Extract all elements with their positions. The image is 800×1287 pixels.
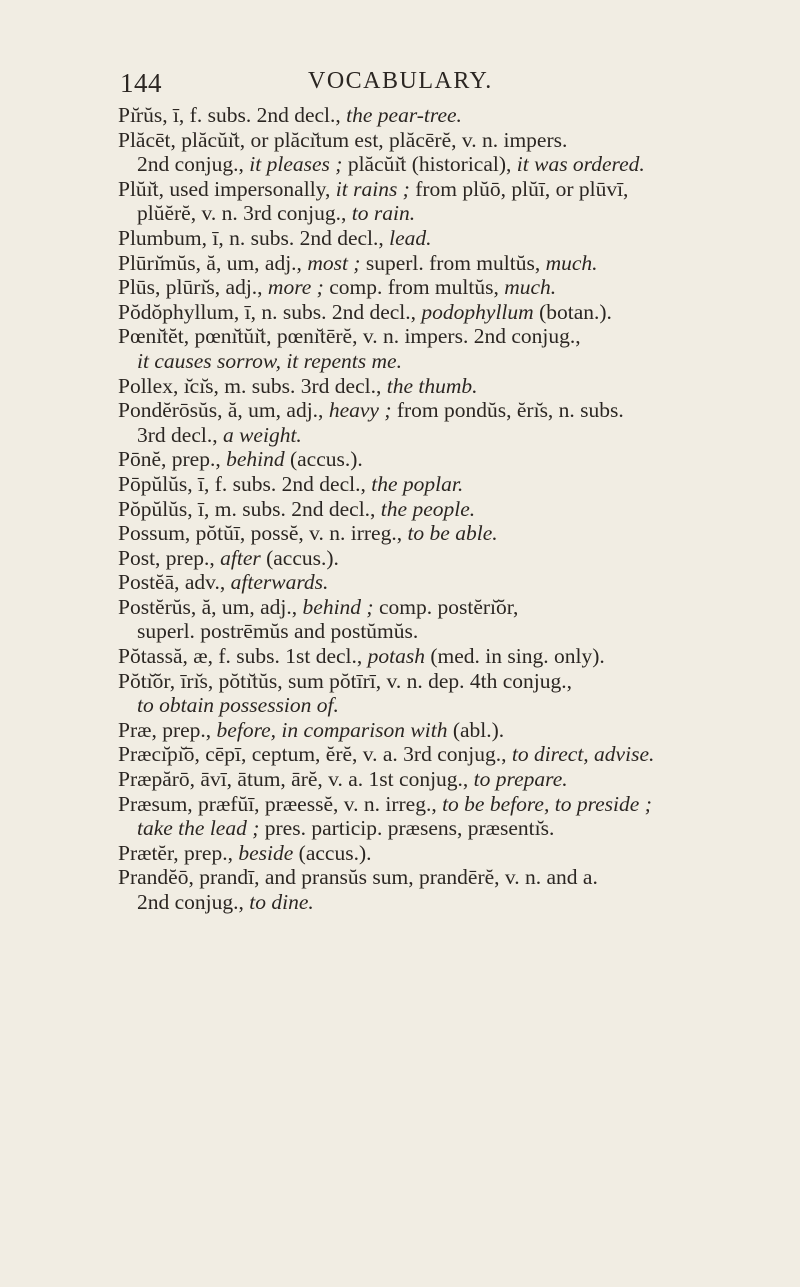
entry-text: (accus.).: [293, 840, 372, 865]
entry-text: pres. particip. præsens, præsentı̆s.: [259, 816, 555, 841]
entry-continuation-line: [118, 201, 758, 226]
entry-text: Pollex, ı̆cı̆s, m. subs. 3rd decl.,: [118, 373, 387, 398]
entry-definition: take the lead ;: [137, 816, 260, 841]
entry-line: [118, 324, 758, 349]
entry-text: (abl.).: [447, 717, 505, 742]
entry-text: superl. from multŭs,: [360, 250, 546, 275]
entry-text: plăcŭı̆t (historical),: [342, 152, 517, 177]
entry-text: Pŏtassă, æ, f. subs. 1st decl.,: [118, 644, 368, 669]
entry-text: Postĕrŭs, ă, um, adj.,: [118, 594, 303, 619]
entry-text: (accus.).: [260, 545, 339, 570]
entry-continuation-line: [118, 349, 758, 374]
entry-definition: after: [220, 545, 261, 570]
entry-definition: lead.: [389, 225, 432, 250]
entry-text: Plūrı̆mŭs, ă, um, adj.,: [118, 250, 308, 275]
entry-definition: behind: [226, 447, 285, 472]
entry-text: Post, prep.,: [118, 545, 221, 570]
entry-line: [118, 226, 758, 251]
entry-text: comp. from multŭs,: [323, 275, 505, 300]
entry-text: Prandĕō, prandī, and pransŭs sum, prandērĕ, v. n. and a.: [118, 865, 598, 890]
entry-text: Plŭı̆t, used impersonally,: [118, 176, 336, 201]
entry-line: [118, 767, 758, 792]
entry-definition: more ;: [267, 275, 324, 300]
entry-text: Præpărō, āvī, ātum, ārĕ, v. a. 1st conjug.,: [118, 767, 474, 792]
entry-continuation-line: [118, 423, 758, 448]
entry-definition: to be able.: [407, 521, 498, 546]
entry-text: Plūs, plūrı̆s, adj.,: [118, 275, 268, 300]
entry-line: [118, 447, 758, 472]
entry-definition: to be before, to preside ;: [442, 791, 652, 816]
entry-text: Pŏtı̆ŏr, īrı̆s, pŏtı̆tŭs, sum pŏtīrī, v. n. dep. 4th conjug.,: [118, 668, 573, 693]
entry-definition: the pear-tree.: [346, 103, 462, 127]
entry-continuation-line: [118, 693, 758, 718]
entry-definition: to direct, advise.: [511, 742, 655, 767]
entry-definition: much.: [504, 275, 557, 300]
entry-definition: to rain.: [351, 201, 416, 226]
entry-text: Præcı̆pı̆ō, cēpī, ceptum, ĕrĕ, v. a. 3rd conjug.,: [118, 742, 512, 767]
entry-definition: heavy ;: [328, 398, 392, 423]
entry-definition: to obtain possession of.: [137, 693, 339, 718]
entry-text: Pŏpŭlŭs, ī, m. subs. 2nd decl.,: [118, 496, 381, 521]
entry-definition: podophyllum: [421, 299, 534, 324]
entry-continuation-line: [118, 619, 758, 644]
entry-definition: before, in comparison with: [216, 717, 448, 742]
entry-text: Pŏdŏphyllum, ī, n. subs. 2nd decl.,: [118, 299, 422, 324]
entry-definition: the people.: [380, 496, 476, 521]
entry-definition: the thumb.: [386, 373, 478, 398]
entry-continuation-line: [118, 890, 758, 915]
entry-line: [118, 570, 758, 595]
entry-definition: behind ;: [302, 594, 374, 619]
vocabulary-entries: [118, 103, 758, 915]
entry-text: 2nd conjug.,: [137, 890, 250, 914]
entry-line: [118, 546, 758, 571]
entry-definition: afterwards.: [230, 570, 329, 595]
entry-text: 3rd decl.,: [137, 422, 223, 447]
entry-line: [118, 497, 758, 522]
entry-line: [118, 251, 758, 276]
entry-text: (med. in sing. only).: [424, 644, 605, 669]
entry-line: [118, 398, 758, 423]
entry-line: [118, 128, 758, 153]
entry-text: Pœnı̆tĕt, pœnı̆tŭı̆t, pœnı̆tērĕ, v. n. impers. 2nd conjug.,: [118, 324, 581, 349]
entry-definition: most ;: [307, 250, 361, 275]
entry-line: [118, 374, 758, 399]
entry-line: [118, 177, 758, 202]
entry-text: Pı̆rŭs, ī, f. subs. 2nd decl.,: [118, 103, 347, 127]
entry-line: [118, 865, 758, 890]
entry-definition: it causes sorrow, it repents me.: [137, 348, 402, 373]
entry-definition: potash: [367, 644, 425, 669]
entry-text: Possum, pŏtŭī, possĕ, v. n. irreg.,: [118, 521, 408, 546]
entry-text: Postĕā, adv.,: [118, 570, 231, 595]
entry-text: comp. postĕrı̆ŏr,: [373, 594, 519, 619]
entry-text: Prætĕr, prep.,: [118, 840, 239, 865]
entry-text: Pondĕrōsŭs, ă, um, adj.,: [118, 398, 329, 423]
entry-text: plŭĕrĕ, v. n. 3rd conjug.,: [137, 201, 352, 226]
entry-text: from pondŭs, ĕrı̆s, n. subs.: [391, 398, 624, 423]
entry-text: 2nd conjug.,: [137, 152, 250, 177]
entry-definition: it rains ;: [335, 176, 410, 201]
entry-continuation-line: [118, 816, 758, 841]
entry-line: [118, 718, 758, 743]
entry-text: Pōnĕ, prep.,: [118, 447, 227, 472]
entry-definition: it was ordered.: [516, 152, 645, 177]
entry-text: (botan.).: [533, 299, 612, 324]
entry-text: superl. postrēmŭs and postŭmŭs.: [137, 619, 419, 644]
entry-text: Præsum, præfŭī, præessĕ, v. n. irreg.,: [118, 791, 443, 816]
entry-definition: a weight.: [222, 422, 302, 447]
entry-text: Plăcēt, plăcŭı̆t, or plăcı̆tum est, plăcērĕ, v. n. impers.: [118, 127, 568, 152]
entry-text: from plŭō, plŭī, or plūvī,: [409, 176, 629, 201]
entry-definition: to prepare.: [473, 767, 568, 792]
entry-line: [118, 742, 758, 767]
entry-definition: the poplar.: [371, 471, 464, 496]
entry-line: [118, 472, 758, 497]
entry-line: [118, 103, 758, 128]
entry-continuation-line: [118, 152, 758, 177]
entry-line: [118, 275, 758, 300]
running-head: VOCABULARY.: [308, 68, 493, 94]
entry-line: [118, 300, 758, 325]
entry-definition: beside: [238, 840, 294, 865]
entry-text: Plumbum, ī, n. subs. 2nd decl.,: [118, 225, 390, 250]
entry-line: [118, 792, 758, 817]
entry-line: [118, 644, 758, 669]
entry-line: [118, 595, 758, 620]
entry-line: [118, 669, 758, 694]
page-number: 144: [120, 68, 162, 98]
entry-definition: much.: [545, 250, 598, 275]
entry-text: (accus.).: [284, 447, 363, 472]
entry-text: Pōpŭlŭs, ī, f. subs. 2nd decl.,: [118, 471, 372, 496]
entry-definition: to dine.: [249, 890, 314, 914]
entry-line: [118, 521, 758, 546]
entry-text: Præ, prep.,: [118, 717, 217, 742]
entry-definition: it pleases ;: [249, 152, 343, 177]
entry-line: [118, 841, 758, 866]
